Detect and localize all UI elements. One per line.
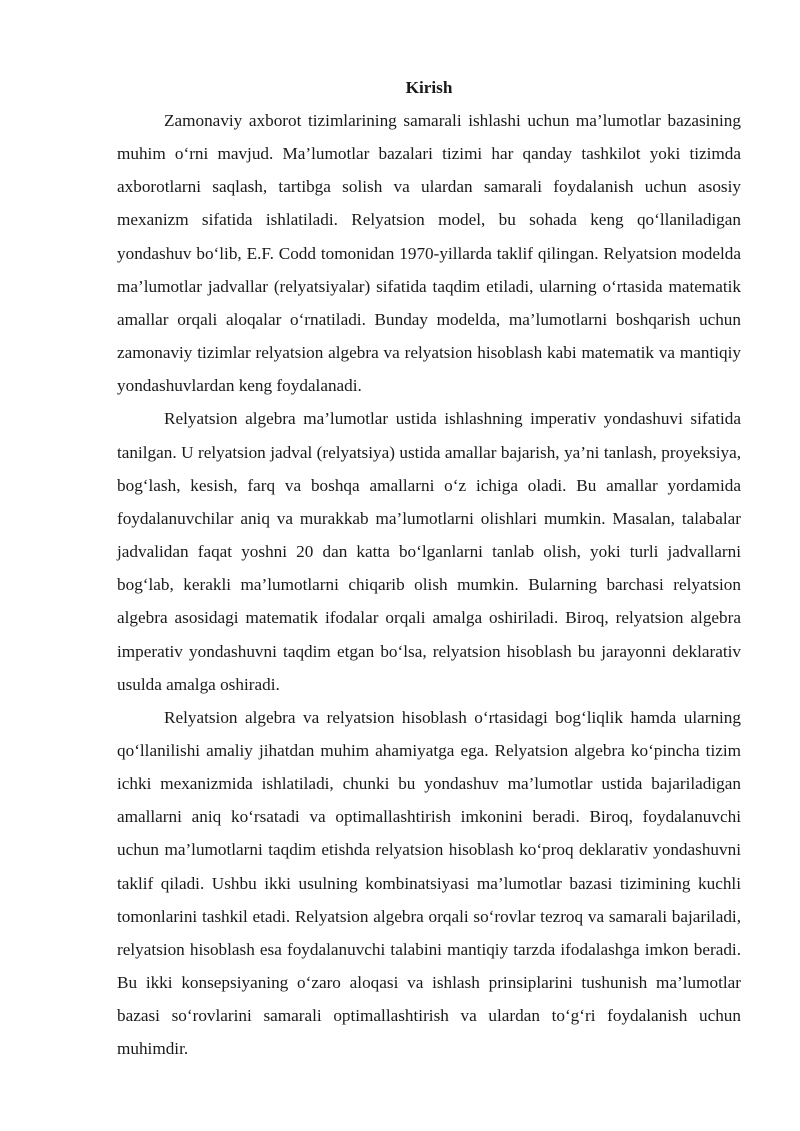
paragraph-3: Relyatsion algebra va relyatsion hisoblash o‘rtasidagi bog‘liqlik hamda ularning qo‘llanilishi amaliy jihatdan muhim ahamiyatga ega. Relyatsion algebra ko‘pincha tizim ichki mexanizmida ishlatiladi, chunki bu yondashuv ma’lumotlar ustida bajariladigan amallarni aniq ko‘rsatadi va optimallashtirish imkonini beradi. Biroq, foydalanuvchi uchun ma’lumotlarni taqdim etishda relyatsion hisoblash ko‘proq deklarativ yondashuvni taklif qiladi. Ushbu ikki usulning kombinatsiyasi ma’lumotlar bazasi tizimining kuchli tomonlarini tashkil etadi. Relyatsion algebra orqali so‘rovlar tezroq va samarali bajariladi, relyatsion hisoblash esa foydalanuvchi talabini mantiqiy tarzda ifodalashga imkon beradi. Bu ikki konsepsiyaning o‘zaro aloqasi va ishlash prinsiplarini tushunish ma’lumotlar bazasi so‘rovlarini samarali optimallashtirish va ulardan to‘g‘ri foydalanish uchun muhimdir. bbox=[117, 707, 741, 1059]
paragraph-2: Relyatsion algebra ma’lumotlar ustida ishlashning imperativ yondashuvi sifatida tanilgan. U relyatsion jadval (relyatsiya) ustida amallar bajarish, ya’ni tanlash, proyeksiya, bog‘lash, kesish, farq va boshqa amallarni o‘z ichiga oladi. Bu amallar yordamida foydalanuvchilar aniq va murakkab ma’lumotlarni olishlari mumkin. Masalan, talabalar jadvalidan faqat yoshni 20 dan katta bo‘lganlarni tanlab olish, yoki turli jadvallarni bog‘lab, kerakli ma’lumotlarni chiqarib olish mumkin. Bularning barchasi relyatsion algebra asosidagi matematik ifodalar orqali amalga oshiriladi. Biroq, relyatsion algebra imperativ yondashuvni taqdim etgan bo‘lsa, relyatsion hisoblash bu jarayonni deklarativ usulda amalga oshiradi. bbox=[117, 409, 741, 694]
section-heading: Kirish bbox=[405, 78, 453, 97]
document-body bbox=[117, 74, 741, 1066]
paragraph-1: Zamonaviy axborot tizimlarining samarali ishlashi uchun ma’lumotlar bazasining muhim o‘rni mavjud. Ma’lumotlar bazalari tizimi har qanday tashkilot yoki tizimda axborotlarni saqlash, tartibga solish va ulardan samarali foydalanish uchun asosiy mexanizm sifatida ishlatiladi. Relyatsion model, bu sohada keng qo‘llaniladigan yondashuv bo‘lib, E.F. Codd tomonidan 1970-yillarda taklif qilingan. Relyatsion modelda ma’lumotlar jadvallar (relyatsiyalar) sifatida taqdim etiladi, ularning o‘rtasida matematik amallar orqali aloqalar o‘rnatiladi. Bunday modelda, ma’lumotlarni boshqarish uchun zamonaviy tizimlar relyatsion algebra va relyatsion hisoblash kabi matematik va mantiqiy yondashuvlardan keng foydalanadi. bbox=[117, 111, 741, 396]
